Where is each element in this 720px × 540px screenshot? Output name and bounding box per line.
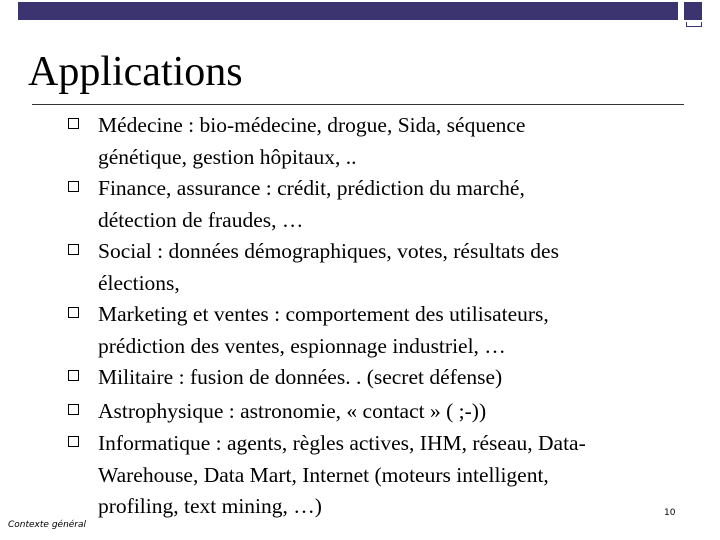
- list-item: [98, 396, 658, 428]
- item-line: prédiction des ventes, espionnage industriel, …: [98, 333, 506, 358]
- list-item: [98, 173, 658, 236]
- title-divider: [32, 104, 684, 105]
- list-item: [98, 428, 658, 523]
- slide-title: Applications: [28, 49, 243, 95]
- list-item: [98, 110, 658, 173]
- list-item: [98, 299, 658, 362]
- item-line: profiling, text mining, …): [98, 494, 322, 518]
- list-item: [98, 236, 658, 299]
- item-line: Warehouse, Data Mart, Internet (moteurs intelligent,: [98, 462, 549, 487]
- list-item: [98, 362, 658, 394]
- hollow-square-bullet-icon: [68, 181, 79, 192]
- item-line: Astrophysique : astronomie, « contact » ( ;-)): [98, 399, 487, 423]
- item-line: Militaire : fusion de données. . (secret défense): [98, 365, 503, 389]
- top-decorative-square-outline: [686, 22, 702, 27]
- hollow-square-bullet-icon: [68, 404, 79, 415]
- item-line: Finance, assurance : crédit, prédiction du marché,: [98, 176, 525, 200]
- top-decorative-bar: [18, 2, 678, 20]
- top-decorative-square: [684, 2, 702, 20]
- hollow-square-bullet-icon: [68, 307, 79, 318]
- page-number: 10: [664, 508, 676, 518]
- item-line: détection de fraudes, …: [98, 207, 304, 232]
- item-line: Social : données démographiques, votes, résultats des: [98, 239, 559, 263]
- hollow-square-bullet-icon: [68, 370, 79, 381]
- item-line: Médecine : bio-médecine, drogue, Sida, séquence: [98, 113, 526, 137]
- item-line: Informatique : agents, règles actives, IHM, réseau, Data-: [98, 431, 586, 455]
- footer-section-label: Contexte général: [8, 520, 87, 530]
- item-line: génétique, gestion hôpitaux, ..: [98, 144, 357, 169]
- item-line: Marketing et ventes : comportement des utilisateurs,: [98, 302, 549, 326]
- item-line: élections,: [98, 270, 180, 295]
- hollow-square-bullet-icon: [68, 118, 79, 129]
- hollow-square-bullet-icon: [68, 244, 79, 255]
- hollow-square-bullet-icon: [68, 436, 79, 447]
